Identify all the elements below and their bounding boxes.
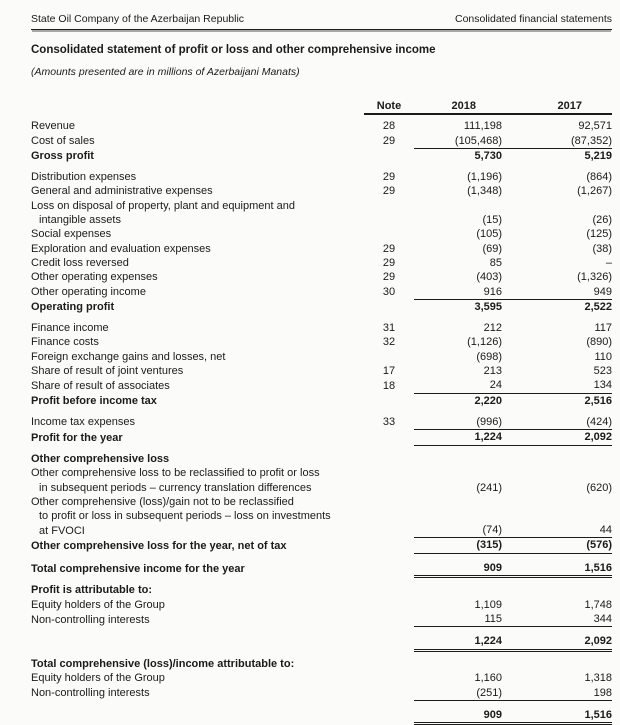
- table-row: [31, 299, 612, 314]
- row-label: [31, 184, 364, 198]
- row-label: [31, 114, 364, 133]
- row-value-2017: 5,219: [584, 149, 612, 162]
- header-company-name: State Oil Company of the Azerbaijan Republic: [31, 13, 245, 25]
- row-label-line: Total comprehensive income for the year: [31, 563, 245, 576]
- row-value-2018: 5,730: [474, 149, 502, 162]
- row-value-2018: [414, 650, 502, 671]
- row-note: 28: [382, 120, 396, 133]
- row-label-line: Credit loss reversed: [31, 256, 129, 269]
- row-label-line: Gross profit: [31, 149, 94, 162]
- row-label-line: Share of result of associates: [31, 379, 170, 392]
- statement-body: [31, 114, 612, 723]
- row-note: 29: [382, 271, 396, 284]
- row-value-2017: –: [605, 256, 612, 269]
- row-note: [364, 495, 414, 538]
- row-label-line: Revenue: [31, 120, 76, 133]
- table-row: [31, 671, 612, 685]
- table-row: [31, 430, 612, 445]
- row-value-2017: 1,516: [502, 553, 612, 576]
- page-header: [31, 13, 612, 30]
- table-row: [31, 627, 612, 650]
- row-value-2017: 2,092: [502, 627, 612, 650]
- row-value-2017: 134: [502, 378, 612, 393]
- column-header-2018: 2018: [414, 99, 502, 114]
- table-row: [31, 134, 612, 149]
- row-value-2017: (125): [586, 228, 612, 241]
- row-label: [31, 350, 364, 364]
- row-note: [364, 612, 414, 627]
- row-value-2017: 110: [594, 350, 612, 363]
- header-document-type: Consolidated financial statements: [454, 13, 612, 25]
- row-value-2018: (241): [476, 481, 502, 494]
- row-label-line: Other comprehensive (loss)/gain not to be reclassified: [31, 495, 294, 508]
- row-label-line: in subsequent periods – currency translation differences: [39, 481, 312, 494]
- row-label-line: Share of result of joint ventures: [31, 365, 184, 378]
- table-row: [31, 285, 612, 300]
- row-value-2017: 949: [502, 285, 612, 300]
- row-label: [31, 270, 364, 284]
- row-label-line: Other comprehensive loss to be reclassified to profit or loss: [31, 467, 320, 480]
- row-label: [31, 671, 364, 685]
- row-note: [364, 393, 414, 408]
- row-label-line: Social expenses: [31, 228, 112, 241]
- row-label: [31, 314, 364, 335]
- row-label-line: [31, 709, 364, 723]
- row-note: 31: [382, 322, 396, 335]
- row-label: [31, 227, 364, 241]
- row-value-2017: (1,267): [577, 185, 612, 198]
- row-value-2017: 2,516: [584, 394, 612, 407]
- row-value-2018: (315): [414, 538, 502, 553]
- table-row: [31, 335, 612, 349]
- row-value-2018: 916: [414, 285, 502, 300]
- row-label: [31, 393, 364, 408]
- row-label: [31, 445, 364, 466]
- row-note: 30: [382, 286, 396, 299]
- table-row: [31, 378, 612, 393]
- row-label: [31, 598, 364, 612]
- row-value-2017: (576): [502, 538, 612, 553]
- row-label: [31, 378, 364, 393]
- table-row: [31, 184, 612, 198]
- row-label-line: Loss on disposal of property, plant and equipment and: [31, 199, 295, 212]
- row-note: [364, 299, 414, 314]
- row-label-line: to profit or loss in subsequent periods – loss on investments: [39, 510, 331, 523]
- row-label: [31, 148, 364, 163]
- row-value-2017: (87,352): [502, 134, 612, 149]
- row-label-line: Equity holders of the Group: [31, 672, 165, 685]
- table-row: [31, 350, 612, 364]
- table-row: [31, 495, 612, 538]
- table-row: [31, 199, 612, 228]
- row-value-2018: 909: [414, 700, 502, 723]
- row-note: [364, 700, 414, 723]
- row-label-line: Other operating income: [31, 286, 146, 299]
- row-label: [31, 199, 364, 228]
- row-value-2017: 1,318: [584, 672, 612, 685]
- row-value-2018: (403): [476, 271, 502, 284]
- row-value-2018: (15): [482, 214, 502, 227]
- row-value-2018: 2,220: [474, 394, 502, 407]
- row-value-2017: 344: [502, 612, 612, 627]
- row-label: [31, 285, 364, 300]
- row-value-2018: 1,109: [474, 598, 502, 611]
- row-label: [31, 430, 364, 445]
- table-row: [31, 163, 612, 184]
- table-row: [31, 114, 612, 133]
- row-value-2018: (251): [414, 686, 502, 701]
- row-label: [31, 612, 364, 627]
- row-value-2017: 2,092: [502, 430, 612, 445]
- row-label-line: Profit for the year: [31, 431, 123, 444]
- row-label-line: Profit before income tax: [31, 394, 157, 407]
- row-value-2018: 115: [414, 612, 502, 627]
- row-label-line: Operating profit: [31, 300, 115, 313]
- row-value-2017: 523: [593, 365, 612, 378]
- row-label-line: Non-controlling interests: [31, 687, 150, 700]
- row-label-line: [31, 636, 364, 650]
- row-value-2017: (890): [586, 336, 612, 349]
- row-note: 29: [382, 171, 396, 184]
- row-value-2018: (105): [476, 228, 502, 241]
- row-value-2017: 1,516: [502, 700, 612, 723]
- row-value-2018: (1,196): [467, 171, 502, 184]
- table-row: [31, 686, 612, 701]
- row-label: [31, 538, 364, 553]
- row-value-2017: (26): [592, 214, 612, 227]
- row-label: [31, 163, 364, 184]
- row-value-2017: 44: [502, 495, 612, 538]
- row-label: [31, 256, 364, 270]
- row-note: [364, 576, 414, 597]
- row-value-2017: (424): [502, 408, 612, 430]
- table-row: [31, 242, 612, 256]
- table-row: [31, 227, 612, 241]
- row-value-2018: (69): [482, 242, 502, 255]
- row-label: [31, 335, 364, 349]
- row-label: [31, 364, 364, 378]
- row-note: 18: [382, 379, 396, 392]
- row-note: [364, 686, 414, 701]
- row-value-2018: 213: [483, 365, 502, 378]
- table-row: [31, 576, 612, 597]
- row-value-2018: (1,126): [467, 336, 502, 349]
- row-label-line: Distribution expenses: [31, 171, 137, 184]
- row-note: [364, 538, 414, 553]
- row-note: [364, 148, 414, 163]
- row-note: [364, 350, 414, 364]
- row-value-2018: (996): [414, 408, 502, 430]
- table-row: [31, 256, 612, 270]
- row-value-2018: [414, 576, 502, 597]
- row-note: [364, 430, 414, 445]
- table-row: [31, 270, 612, 284]
- table-row: [31, 612, 612, 627]
- statement-header-row: [31, 99, 612, 114]
- row-value-2017: [502, 576, 612, 597]
- row-value-2018: 1,224: [414, 430, 502, 445]
- row-label-line: Foreign exchange gains and losses, net: [31, 350, 226, 363]
- row-label: [31, 576, 364, 597]
- row-value-2018: 111,198: [463, 120, 502, 133]
- table-row: [31, 598, 612, 612]
- row-label-line: Finance costs: [31, 336, 99, 349]
- row-label-line: Cost of sales: [31, 135, 95, 148]
- row-label-line: General and administrative expenses: [31, 185, 213, 198]
- row-label: [31, 242, 364, 256]
- row-note: [364, 650, 414, 671]
- column-header-2017: 2017: [502, 99, 612, 114]
- row-label: [31, 408, 364, 430]
- row-note: [364, 671, 414, 685]
- column-header-label: [31, 99, 364, 114]
- row-label: [31, 686, 364, 701]
- row-label: [31, 553, 364, 576]
- row-value-2018: 1,160: [474, 672, 502, 685]
- row-value-2018: (698): [476, 350, 502, 363]
- row-value-2017: (620): [586, 481, 612, 494]
- row-label-line: Finance income: [31, 322, 109, 335]
- row-note: [364, 227, 414, 241]
- row-label-line: Income tax expenses: [31, 416, 135, 429]
- row-note: 33: [382, 416, 396, 429]
- row-label-line: Equity holders of the Group: [31, 598, 165, 611]
- table-row: [31, 538, 612, 553]
- row-note: [364, 445, 414, 466]
- row-label: [31, 627, 364, 650]
- row-value-2018: 909: [414, 553, 502, 576]
- row-note: 29: [382, 185, 396, 198]
- row-label: [31, 700, 364, 723]
- row-value-2017: (1,326): [577, 271, 612, 284]
- table-row: [31, 364, 612, 378]
- table-row: [31, 408, 612, 430]
- row-value-2018: 24: [414, 378, 502, 393]
- row-value-2017: 1,748: [584, 598, 612, 611]
- table-row: [31, 553, 612, 576]
- row-label-line: Profit is attributable to:: [31, 584, 152, 597]
- row-value-2018: (74): [414, 495, 502, 538]
- row-note: [364, 199, 414, 228]
- statement-title: Consolidated statement of profit or loss and other comprehensive income: [31, 44, 436, 56]
- row-value-2018: 212: [483, 322, 502, 335]
- row-note: 17: [382, 365, 396, 378]
- row-value-2018: [414, 445, 502, 466]
- row-note: 29: [382, 242, 396, 255]
- row-value-2017: 92,571: [578, 120, 612, 133]
- row-value-2018: 3,595: [474, 300, 502, 313]
- row-label-line: intangible assets: [39, 214, 121, 227]
- row-label: [31, 650, 364, 671]
- table-row: [31, 700, 612, 723]
- row-value-2017: (864): [586, 171, 612, 184]
- statement-subtitle: (Amounts presented are in millions of Azerbaijani Manats): [31, 66, 300, 78]
- row-label-line: at FVOCI: [39, 524, 85, 537]
- table-row: [31, 650, 612, 671]
- row-note: 32: [382, 336, 396, 349]
- row-value-2017: 2,522: [584, 300, 612, 313]
- table-row: [31, 148, 612, 163]
- row-label-line: Exploration and evaluation expenses: [31, 242, 211, 255]
- row-note: [364, 627, 414, 650]
- row-note: [364, 553, 414, 576]
- row-label: [31, 466, 364, 495]
- table-row: [31, 466, 612, 495]
- row-value-2017: (38): [592, 242, 612, 255]
- statement-table: [31, 99, 612, 725]
- row-label: [31, 495, 364, 538]
- row-value-2018: (105,468): [414, 134, 502, 149]
- row-value-2017: [502, 650, 612, 671]
- row-value-2017: 117: [594, 322, 612, 335]
- row-label: [31, 299, 364, 314]
- row-note: [364, 466, 414, 495]
- row-label-line: Total comprehensive (loss)/income attributable to:: [31, 658, 295, 671]
- row-note: 29: [382, 135, 396, 148]
- row-value-2017: 198: [502, 686, 612, 701]
- row-label-line: Non-controlling interests: [31, 613, 150, 626]
- row-note: 29: [382, 256, 396, 269]
- table-row: [31, 314, 612, 335]
- row-note: [364, 598, 414, 612]
- row-label-line: Other comprehensive loss: [31, 453, 170, 466]
- row-value-2017: [502, 445, 612, 466]
- row-value-2018: 1,224: [414, 627, 502, 650]
- table-row: [31, 393, 612, 408]
- row-label-line: Other operating expenses: [31, 271, 158, 284]
- row-value-2018: (1,348): [467, 185, 502, 198]
- column-header-note: Note: [364, 99, 414, 114]
- table-row: [31, 445, 612, 466]
- row-label-line: Other comprehensive loss for the year, net of tax: [31, 539, 287, 552]
- row-label: [31, 134, 364, 149]
- row-value-2018: 85: [489, 256, 502, 269]
